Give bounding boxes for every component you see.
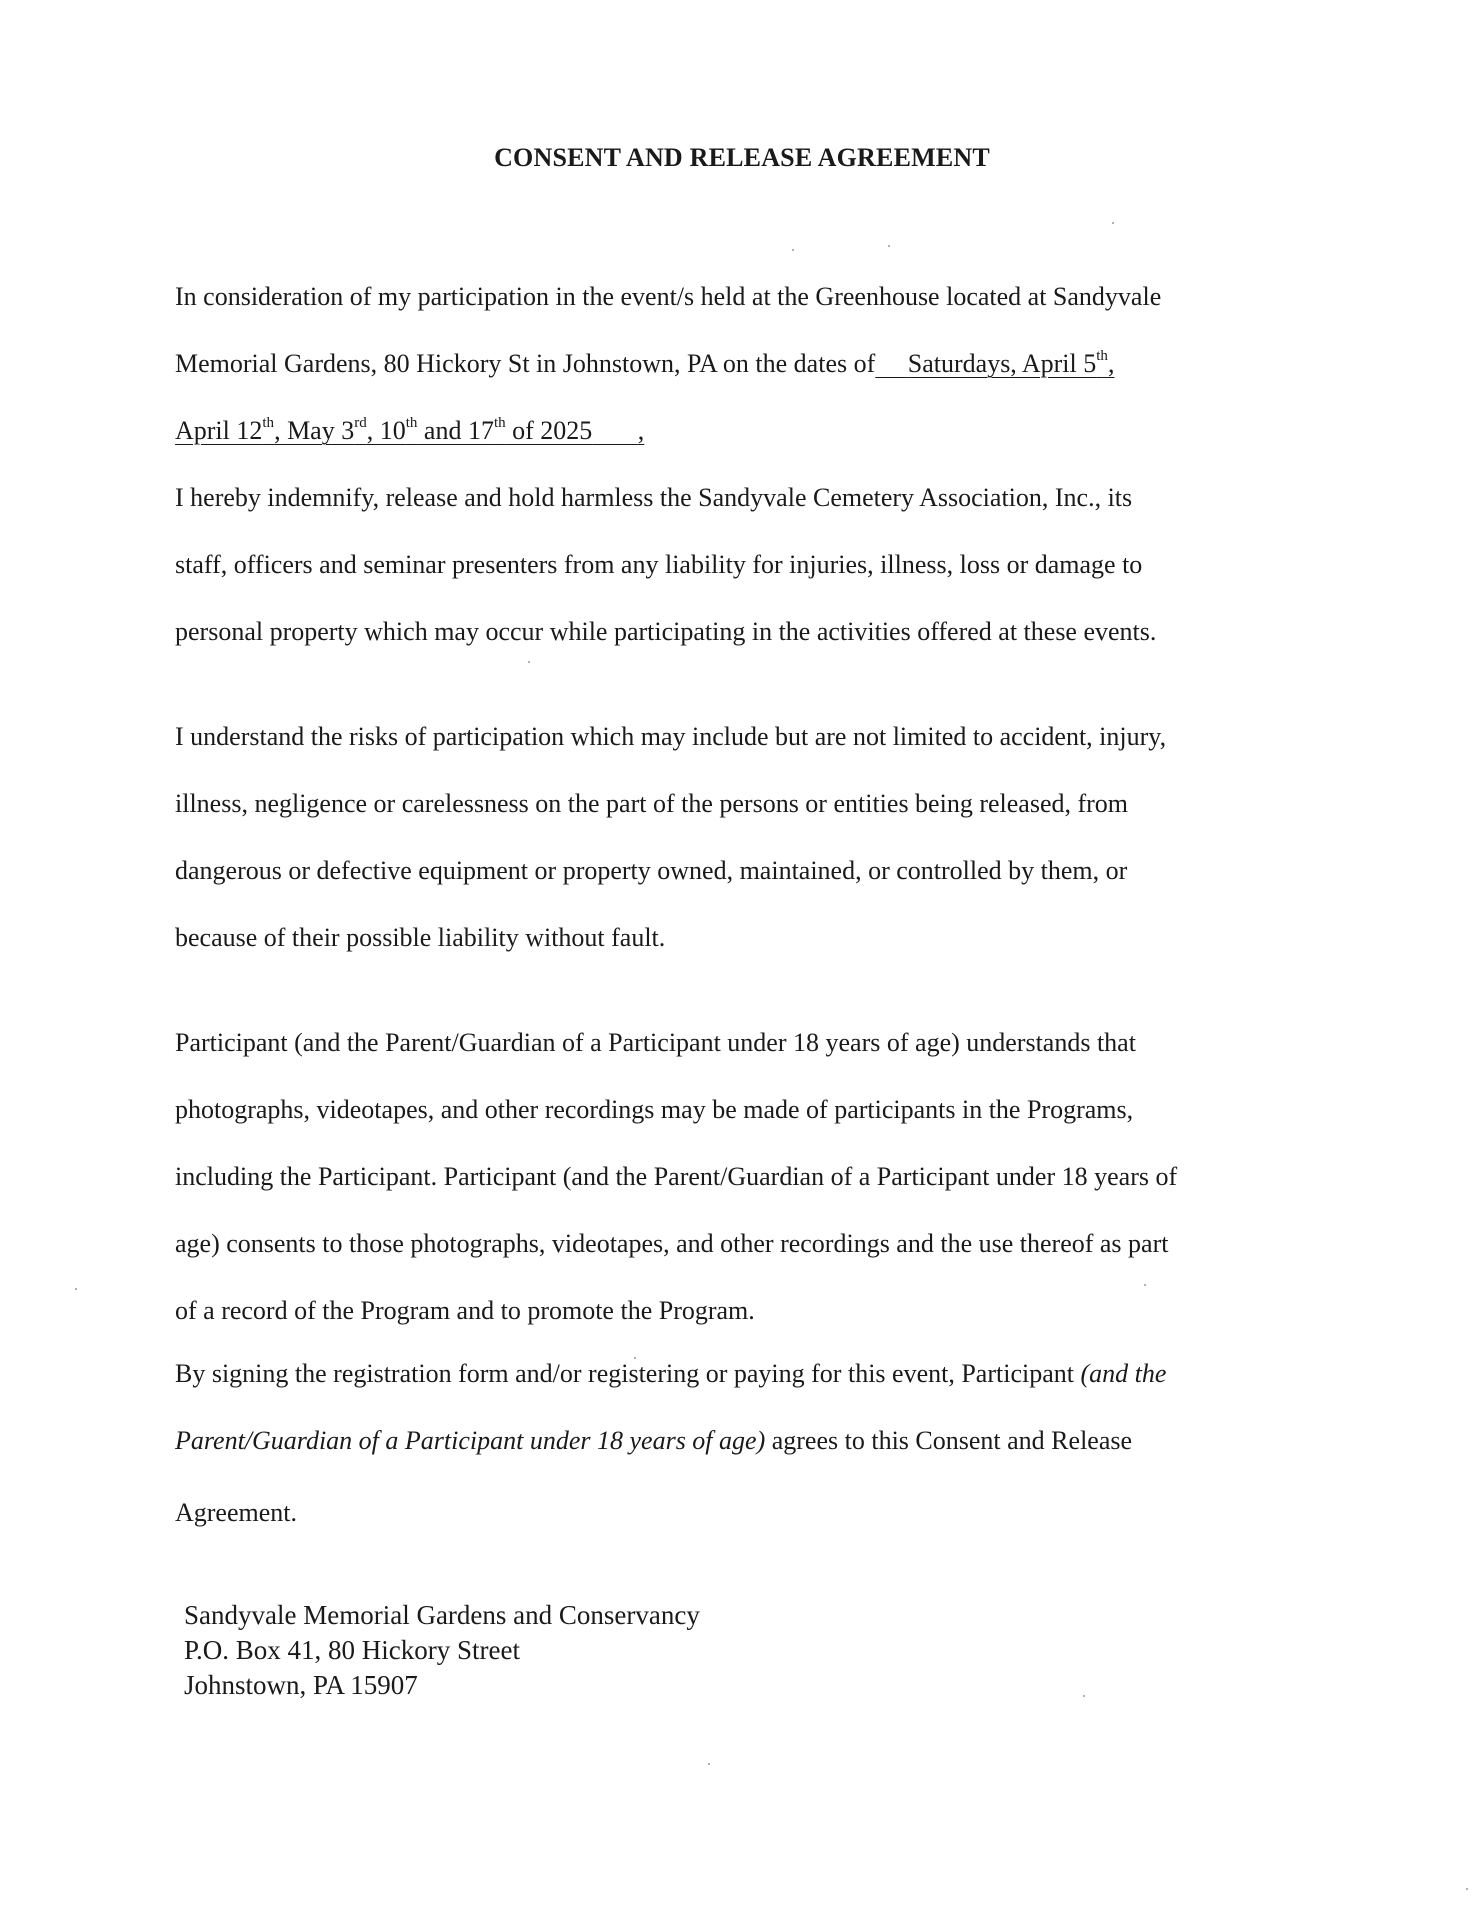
document-title: CONSENT AND RELEASE AGREEMENT — [494, 143, 990, 172]
p3-line-4: age) consents to those photographs, videotapes, and other recordings and the use thereof as part — [175, 1229, 1169, 1258]
address-street: P.O. Box 41, 80 Hickory Street — [184, 1635, 520, 1665]
scan-speck — [1466, 1888, 1468, 1890]
p4-italic-text: (and the — [1080, 1359, 1167, 1388]
p2-line-2: illness, negligence or carelessness on the part of the persons or entities being released, from — [175, 789, 1129, 818]
scan-speck — [75, 1288, 77, 1290]
ordinal-suffix: rd — [354, 415, 367, 432]
p4-italic-text: Parent/Guardian of a Participant under 18 years of age) — [175, 1426, 766, 1455]
p4-line-3: Agreement. — [175, 1498, 298, 1527]
event-dates-text-1: Saturdays, April 5 — [907, 349, 1097, 378]
scan-speck — [708, 1763, 710, 1765]
date-may-3: , May 3 — [274, 416, 355, 445]
p1-line-1: In consideration of my participation in the event/s held at the Greenhouse located at Sandyvale — [175, 282, 1162, 311]
p3-line-5: of a record of the Program and to promote the Program. — [175, 1296, 755, 1325]
address-org: Sandyvale Memorial Gardens and Conservancy — [184, 1600, 700, 1630]
p4-line-2 — [175, 1424, 1132, 1458]
scan-speck — [1112, 222, 1114, 224]
event-dates-blank-1 — [875, 349, 1114, 378]
scan-speck — [1083, 1695, 1085, 1697]
date-17: and 17 — [417, 416, 494, 445]
scan-speck — [888, 245, 890, 247]
p1-line-3 — [175, 414, 644, 448]
address-city: Johnstown, PA 15907 — [184, 1670, 418, 1700]
ordinal-suffix: th — [1096, 348, 1108, 365]
p1-line-4: I hereby indemnify, release and hold harmless the Sandyvale Cemetery Association, Inc., its — [175, 483, 1133, 512]
p3-line-2: photographs, videotapes, and other recordings may be made of participants in the Programs, — [175, 1095, 1134, 1124]
event-dates-blank-2 — [175, 416, 644, 445]
p2-line-4: because of their possible liability without fault. — [175, 923, 666, 952]
scan-speck — [634, 1357, 636, 1359]
p2-line-1: I understand the risks of participation which may include but are not limited to accident, injury, — [175, 722, 1167, 751]
p4-line-2-text: agrees to this Consent and Release — [765, 1426, 1133, 1455]
year-2025: of 2025 — [505, 416, 593, 445]
p4-line-1 — [175, 1357, 1166, 1391]
scan-speck — [792, 249, 794, 251]
p1-line-2 — [175, 347, 1114, 381]
comma: , — [1107, 349, 1115, 378]
p2-line-3: dangerous or defective equipment or property owned, maintained, or controlled by them, or — [175, 856, 1128, 885]
p1-line-6: personal property which may occur while participating in the activities offered at these events. — [175, 617, 1157, 646]
ordinal-suffix: th — [493, 415, 506, 432]
scan-speck — [1144, 1284, 1146, 1286]
p4-line-1-text: By signing the registration form and/or registering or paying for this event, Participant — [175, 1359, 1081, 1388]
comma: , — [637, 416, 645, 445]
p3-line-1: Participant (and the Parent/Guardian of a Participant under 18 years of age) understands that — [175, 1028, 1136, 1057]
p3-line-3: including the Participant. Participant (and the Parent/Guardian of a Participant under 18 years of — [175, 1162, 1178, 1191]
p1-line-2-text: Memorial Gardens, 80 Hickory St in Johnstown, PA on the dates of — [175, 349, 876, 378]
p1-line-5: staff, officers and seminar presenters from any liability for injuries, illness, loss or damage to — [175, 550, 1143, 579]
scan-speck — [528, 661, 530, 663]
ordinal-suffix: th — [405, 415, 418, 432]
ordinal-suffix: th — [262, 415, 275, 432]
date-april-12: April 12 — [175, 416, 263, 445]
date-10: , 10 — [366, 416, 406, 445]
